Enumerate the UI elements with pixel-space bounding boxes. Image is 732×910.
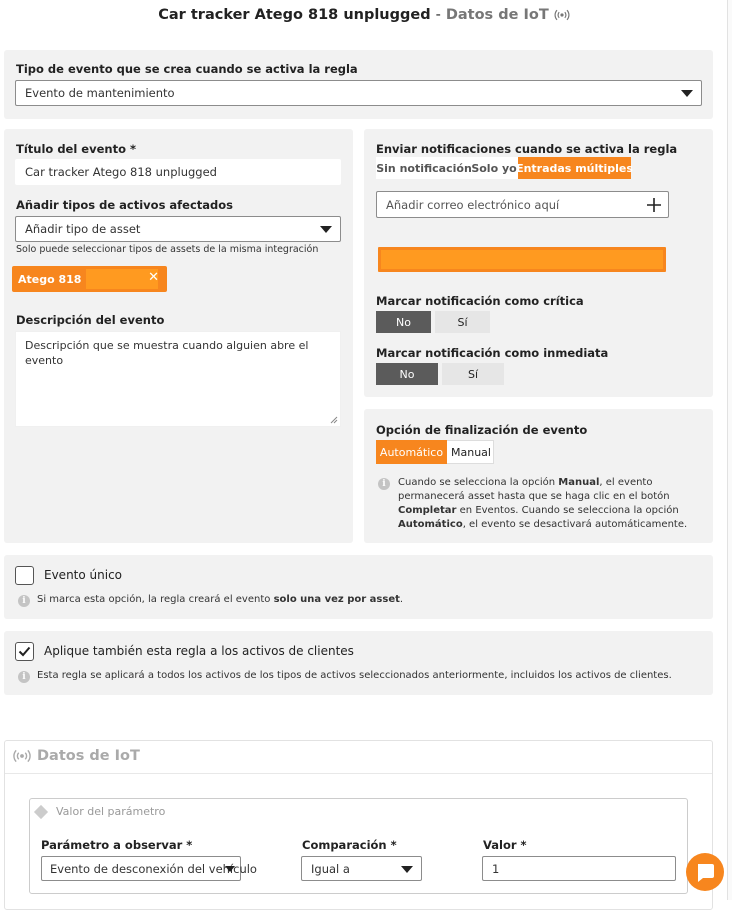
description-label: Descripción del evento xyxy=(16,313,165,327)
iot-title-text: Datos de IoT xyxy=(37,748,140,764)
value-field-value: 1 xyxy=(492,861,500,876)
info-icon: i xyxy=(378,478,390,490)
event-type-label: Tipo de evento que se crea cuando se activa la regla xyxy=(16,62,358,76)
title-separator: - xyxy=(435,7,441,23)
broadcast-icon xyxy=(12,749,32,763)
asset-types-placeholder: Añadir tipo de asset xyxy=(25,222,141,236)
value-label: Valor * xyxy=(483,838,527,852)
finalization-info xyxy=(398,476,698,532)
value-input[interactable] xyxy=(482,856,676,881)
segment-multiple-entries[interactable]: Entradas múltiples xyxy=(518,157,631,179)
page-title: Car tracker Atego 818 unplugged xyxy=(158,7,431,23)
segment-no-notification[interactable]: Sin notificación xyxy=(376,161,472,175)
resize-handle-icon[interactable] xyxy=(330,416,338,424)
critical-yes-button[interactable]: Sí xyxy=(435,311,490,333)
page-subtitle: Datos de IoT xyxy=(445,7,549,23)
iot-title-divider xyxy=(5,773,712,774)
unique-event-checkbox[interactable] xyxy=(15,566,34,585)
chevron-down-icon xyxy=(225,866,235,872)
parameter-value: Evento de desconexión del vehículo xyxy=(50,861,257,876)
critical-no-button[interactable]: No xyxy=(376,311,431,333)
asset-types-hint: Solo puede seleccionar tipos de assets de la misma integración xyxy=(16,244,319,255)
event-title-value: Car tracker Atego 818 unplugged xyxy=(25,165,217,179)
immediate-label: Marcar notificación como inmediata xyxy=(376,346,609,360)
description-value: Descripción que se muestra cuando alguien abre el evento xyxy=(25,339,309,367)
unique-hint-bold: solo una vez por asset xyxy=(273,594,400,605)
event-title-input[interactable] xyxy=(15,159,341,185)
info-text-3: permanecerá asset hasta que se haga clic en el botón xyxy=(398,491,670,502)
chat-button[interactable] xyxy=(686,853,724,891)
description-textarea[interactable] xyxy=(15,331,341,427)
comparison-select[interactable] xyxy=(301,856,422,881)
event-type-select[interactable] xyxy=(15,80,702,106)
asset-types-label: Añadir tipos de activos afectados xyxy=(16,198,234,212)
asset-tag-label: Atego 818 xyxy=(18,272,82,286)
page-header xyxy=(0,4,728,26)
asset-types-select[interactable] xyxy=(15,216,341,242)
comparison-label: Comparación * xyxy=(302,838,397,852)
segment-only-me[interactable]: Solo yo xyxy=(471,161,517,175)
client-assets-checkbox[interactable] xyxy=(15,642,34,661)
comparison-value: Igual a xyxy=(311,861,350,876)
info-text-2: , el evento xyxy=(599,477,653,488)
checkmark-icon xyxy=(16,643,33,660)
event-type-value: Evento de mantenimiento xyxy=(25,86,175,100)
email-entry-redacted xyxy=(378,247,666,272)
finalization-manual-button[interactable]: Manual xyxy=(451,445,491,459)
close-icon[interactable]: ✕ xyxy=(148,270,159,285)
parameter-box-title-text: Valor del parámetro xyxy=(56,805,166,818)
chevron-down-icon xyxy=(401,866,413,873)
info-text-5: , el evento se desactivará automáticamente. xyxy=(462,519,688,530)
info-text-1: Cuando se selecciona la opción xyxy=(398,477,556,488)
unique-event-label: Evento único xyxy=(44,568,123,582)
critical-label: Marcar notificación como crítica xyxy=(376,294,584,308)
client-assets-label: Aplique también esta regla a los activos de clientes xyxy=(44,644,354,658)
plus-icon[interactable] xyxy=(646,197,662,213)
parameter-label: Parámetro a observar * xyxy=(41,838,193,852)
iot-section-title xyxy=(12,748,140,764)
parameter-box-title xyxy=(36,805,165,818)
info-text-completar: Completar xyxy=(398,505,457,516)
parameter-select[interactable] xyxy=(41,856,257,881)
unique-event-hint xyxy=(37,594,403,605)
finalization-auto-button[interactable]: Automático xyxy=(376,440,447,464)
info-text-4: en Eventos. Cuando se selecciona la opción xyxy=(456,505,679,516)
unique-hint-1: Si marca esta opción, la regla creará el evento xyxy=(37,594,274,605)
immediate-no-button[interactable]: No xyxy=(376,363,438,385)
chevron-down-icon xyxy=(320,226,332,233)
client-assets-hint: Esta regla se aplicará a todos los activos de los tipos de activos seleccionados anteriormente, incluidos los activos de clientes. xyxy=(37,670,672,681)
notifications-label: Enviar notificaciones cuando se activa la regla xyxy=(376,142,678,156)
email-input[interactable] xyxy=(376,191,669,218)
event-title-label: Título del evento * xyxy=(16,142,136,156)
chat-icon xyxy=(686,853,724,891)
info-icon: i xyxy=(18,671,30,683)
unique-hint-2: . xyxy=(399,594,404,605)
info-text-manual: Manual xyxy=(558,477,600,488)
email-placeholder: Añadir correo electrónico aquí xyxy=(386,197,560,212)
immediate-yes-button[interactable]: Sí xyxy=(442,363,504,385)
asset-tag xyxy=(12,266,167,292)
chevron-down-icon xyxy=(681,90,693,97)
finalization-label: Opción de finalización de evento xyxy=(376,423,588,437)
unique-event-panel xyxy=(4,555,713,619)
scrollbar[interactable] xyxy=(727,0,732,900)
diamond-icon xyxy=(34,804,48,818)
info-text-auto: Automático xyxy=(398,519,463,530)
broadcast-icon xyxy=(554,9,570,21)
info-icon: i xyxy=(18,595,30,607)
client-assets-panel xyxy=(4,631,713,695)
